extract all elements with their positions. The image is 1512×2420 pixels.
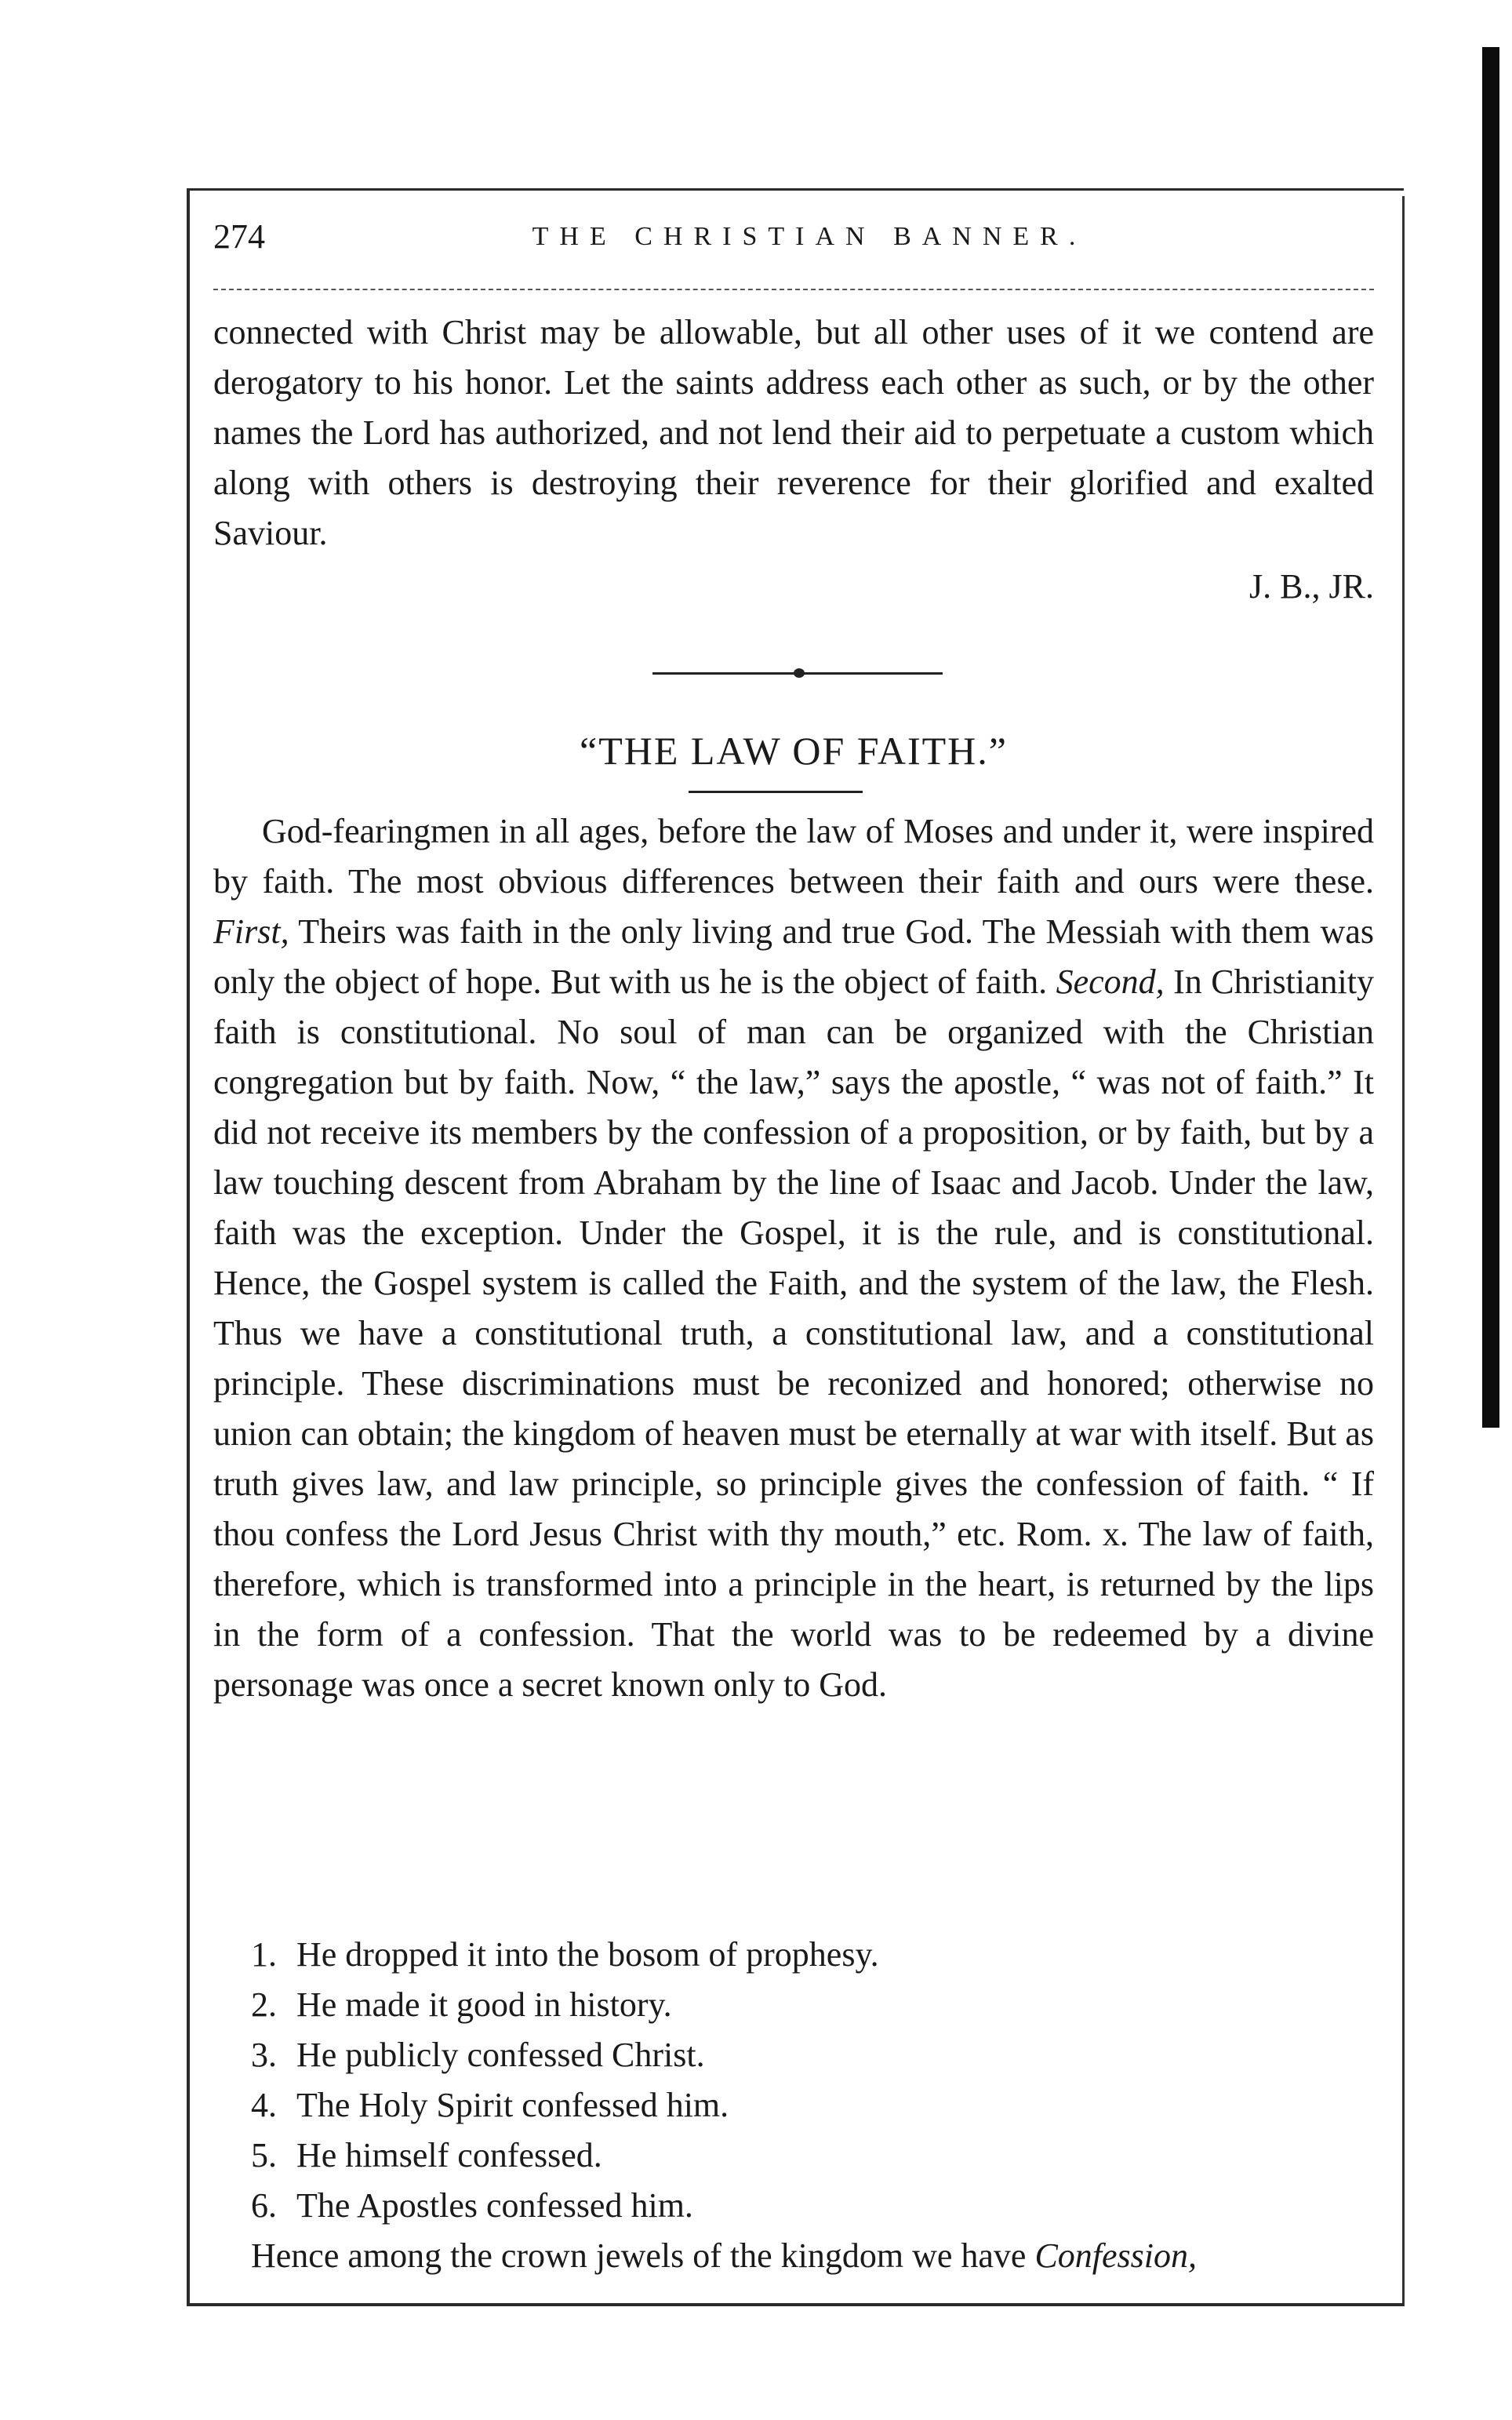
- conclusion-text: Hence among the crown jewels of the kingdom we have: [251, 2236, 1035, 2275]
- list-item-text: The Holy Spirit confessed him.: [296, 2086, 729, 2124]
- paragraph-text-1: God-fearingmen in all ages, before the law of Moses and under it, were inspired by faith. The most obvious differences between their faith and ours were these.: [213, 812, 1374, 901]
- running-title: THE CHRISTIAN BANNER.: [532, 222, 1087, 251]
- section-ornament: [652, 668, 943, 678]
- list-item-number: 3.: [251, 2036, 277, 2074]
- list-item-text: He dropped it into the bosom of prophesy.: [296, 1935, 879, 1974]
- page-number: 274: [213, 217, 265, 256]
- header-divider: [213, 289, 1374, 290]
- list-item-number: 4.: [251, 2086, 277, 2124]
- article-body: [213, 806, 1374, 1710]
- title-underline: [689, 791, 863, 793]
- article-title: “THE LAW OF FAITH.”: [580, 729, 1008, 773]
- list-item-text: He made it good in history.: [296, 1985, 672, 2024]
- list-item-number: 1.: [251, 1935, 277, 1974]
- list-item: [213, 1980, 1374, 2030]
- list-item-text: He publicly confessed Christ.: [296, 2036, 705, 2074]
- list-item-text: He himself confessed.: [296, 2136, 602, 2174]
- page-edge-shadow: [1482, 47, 1499, 1428]
- list-item-number: 6.: [251, 2186, 277, 2225]
- list-item: [213, 2131, 1374, 2181]
- frame-top-rule: [187, 188, 1404, 191]
- list-item: [213, 2080, 1374, 2131]
- list-item-text: The Apostles confessed him.: [296, 2186, 693, 2225]
- list-item: [213, 2030, 1374, 2080]
- ornament-dot: [794, 668, 805, 678]
- paragraph-text-2: Theirs was faith in the only living and true God. The Messiah with them was only the object of hope. But with us he is the object of faith.: [213, 912, 1374, 1001]
- second-label: Second,: [1056, 963, 1165, 1001]
- list-item: [213, 2181, 1374, 2231]
- paragraph-text-3: In Christianity faith is constitutional. No soul of man can be organized with the Christian congregation but by faith. Now, “ the law,” says the apostle, “ was not of faith.” It did not receive its members by the confession of a proposition, or by faith, but by a law touching descent from Abraham by the line of Isaac and Jacob. Under the law, faith was the exception. Under the Gospel, it is the rule, and is constitutional. Hence, the Gospel system is called the Faith, and the system of the law, the Flesh. Thus we have a constitutional truth, a constitutional law, and a constitutional principle. These discriminations must be reconized and honored; otherwise no union can obtain; the kingdom of heaven must be eternally at war with itself. But as truth gives law, and law principle, so principle gives the confession of faith. “ If thou confess the Lord Jesus Christ with thy mouth,” etc. Rom. x. The law of faith, therefore, which is transformed into a principle in the heart, is returned by the lips in the form of a confession. That the world was to be redeemed by a divine personage was once a secret known only to God.: [213, 963, 1374, 1704]
- list-item-number: 5.: [251, 2136, 277, 2174]
- frame-left-rule: [187, 188, 190, 2306]
- frame-right-rule: [1402, 196, 1405, 2306]
- author-signature: J. B., JR.: [1249, 567, 1374, 606]
- intro-paragraph: connected with Christ may be allowable, but all other uses of it we contend are derogatory to his honor. Let the saints address each other as such, or by the other names the Lord has authorized, and not lend their aid to perpetuate a custom which along with others is destroying their reverence for their glorified and exalted Saviour.: [213, 313, 1374, 552]
- numbered-list: [213, 1930, 1374, 2231]
- page-header: [213, 213, 1374, 268]
- conclusion-italic: Confession,: [1034, 2236, 1198, 2275]
- list-item: [213, 1930, 1374, 1980]
- conclusion-line: [213, 2231, 1374, 2281]
- article-paragraph: [213, 806, 1374, 1710]
- frame-bottom-rule: [187, 2303, 1404, 2306]
- first-label: First,: [213, 912, 289, 951]
- list-item-number: 2.: [251, 1985, 277, 2024]
